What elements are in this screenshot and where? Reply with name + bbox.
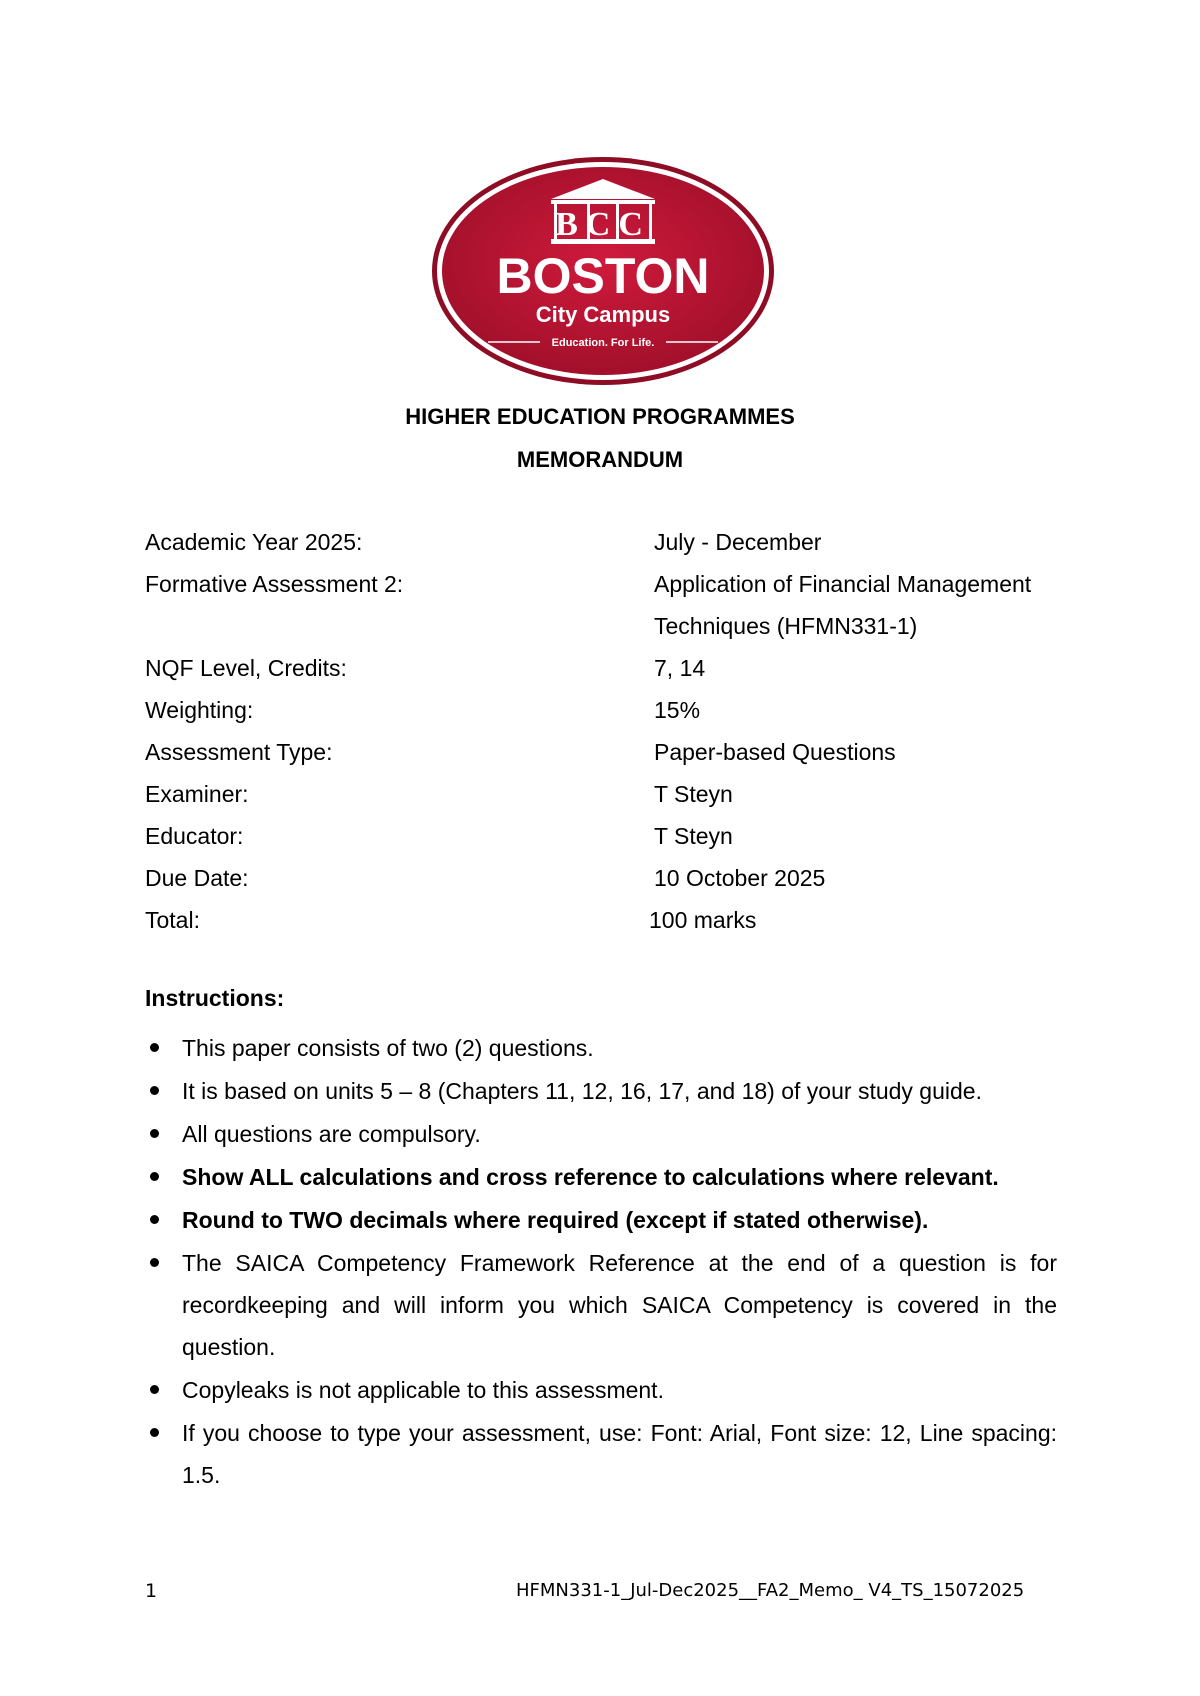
instructions-list: [145, 1027, 1057, 1497]
logo-name: BOSTON: [496, 248, 710, 304]
assessment-label: Formative Assessment 2:: [145, 571, 404, 597]
instruction-text: Show ALL calculations and cross reference to calculations where relevant.: [182, 1164, 999, 1190]
examiner-label: Examiner:: [145, 781, 249, 807]
detail-row-academic-year: [145, 521, 1065, 563]
instruction-text: Copyleaks is not applicable to this assessment.: [182, 1377, 664, 1403]
logo-monogram: BCC: [555, 206, 651, 243]
instruction-item: [145, 1242, 1057, 1368]
detail-row-nqf: [145, 647, 1065, 689]
assessment-value-line1: Application of Financial Management: [654, 571, 1032, 597]
instruction-text: It is based on units 5 – 8 (Chapters 11, 12, 16, 17, and 18) of your study guide.: [182, 1078, 982, 1104]
document-code: HFMN331-1_Jul-Dec2025__FA2_Memo_ V4_TS_15072025: [516, 1580, 1025, 1601]
detail-row-total: [145, 899, 1065, 941]
page-number: 1: [145, 1580, 158, 1602]
instruction-text: All questions are compulsory.: [182, 1121, 481, 1147]
instruction-text: If you choose to type your assessment, use: Font: Arial, Font size: 12, Line spacing: 1.5.: [182, 1420, 1057, 1488]
detail-row-assessment: [145, 563, 1065, 647]
nqf-label: NQF Level, Credits:: [145, 655, 347, 681]
bullet-icon: [150, 1086, 159, 1095]
detail-row-assessment-type: [145, 731, 1065, 773]
instruction-item: [145, 1412, 1057, 1496]
assessment-value-line2: Techniques (HFMN331-1): [654, 613, 918, 639]
examiner-value: T Steyn: [654, 781, 733, 807]
educator-label: Educator:: [145, 823, 244, 849]
educator-value: T Steyn: [654, 823, 733, 849]
instruction-item: [145, 1199, 1057, 1241]
detail-row-educator: [145, 815, 1065, 857]
assessment-value: [654, 563, 1074, 647]
weighting-label: Weighting:: [145, 697, 254, 723]
due-date-value: 10 October 2025: [654, 865, 826, 891]
total-value: 100 marks: [649, 907, 757, 933]
bullet-icon: [150, 1129, 159, 1138]
nqf-value: 7, 14: [654, 655, 706, 681]
instruction-item: [145, 1369, 1057, 1411]
bullet-icon: [150, 1258, 159, 1267]
instruction-item: [145, 1027, 1057, 1069]
bullet-icon: [150, 1385, 159, 1394]
detail-row-examiner: [145, 773, 1065, 815]
assessment-details: [145, 521, 1065, 941]
memorandum-heading: MEMORANDUM: [516, 447, 684, 472]
academic-year-value: July - December: [654, 529, 822, 555]
logo-tagline: Education. For Life.: [551, 337, 655, 349]
bullet-icon: [150, 1043, 159, 1052]
instruction-text: The SAICA Competency Framework Reference at the end of a question is for recordkeeping and will inform you which SAICA Competency is covered in the question.: [182, 1250, 1057, 1360]
weighting-value: 15%: [654, 697, 701, 723]
programme-heading: HIGHER EDUCATION PROGRAMMES: [405, 404, 795, 429]
instruction-text: This paper consists of two (2) questions.: [182, 1035, 594, 1061]
instruction-item: [145, 1113, 1057, 1155]
due-date-label: Due Date:: [145, 865, 249, 891]
bullet-icon: [150, 1215, 159, 1224]
instruction-item: [145, 1156, 1057, 1198]
bullet-icon: [150, 1428, 159, 1437]
total-label: Total:: [145, 907, 200, 933]
bullet-icon: [150, 1172, 159, 1181]
logo-subname: City Campus: [535, 302, 671, 327]
instruction-item: [145, 1070, 1057, 1112]
detail-row-weighting: [145, 689, 1065, 731]
assessment-type-value: Paper-based Questions: [654, 739, 896, 765]
instruction-text: Round to TWO decimals where required (except if stated otherwise).: [182, 1207, 929, 1233]
instructions-title: Instructions:: [145, 985, 285, 1011]
assessment-type-label: Assessment Type:: [145, 739, 333, 765]
academic-year-label: Academic Year 2025:: [145, 529, 363, 555]
boston-city-campus-logo: [430, 155, 776, 387]
building-beam: [551, 200, 655, 204]
logo-graphic: [430, 155, 776, 387]
detail-row-due-date: [145, 857, 1065, 899]
